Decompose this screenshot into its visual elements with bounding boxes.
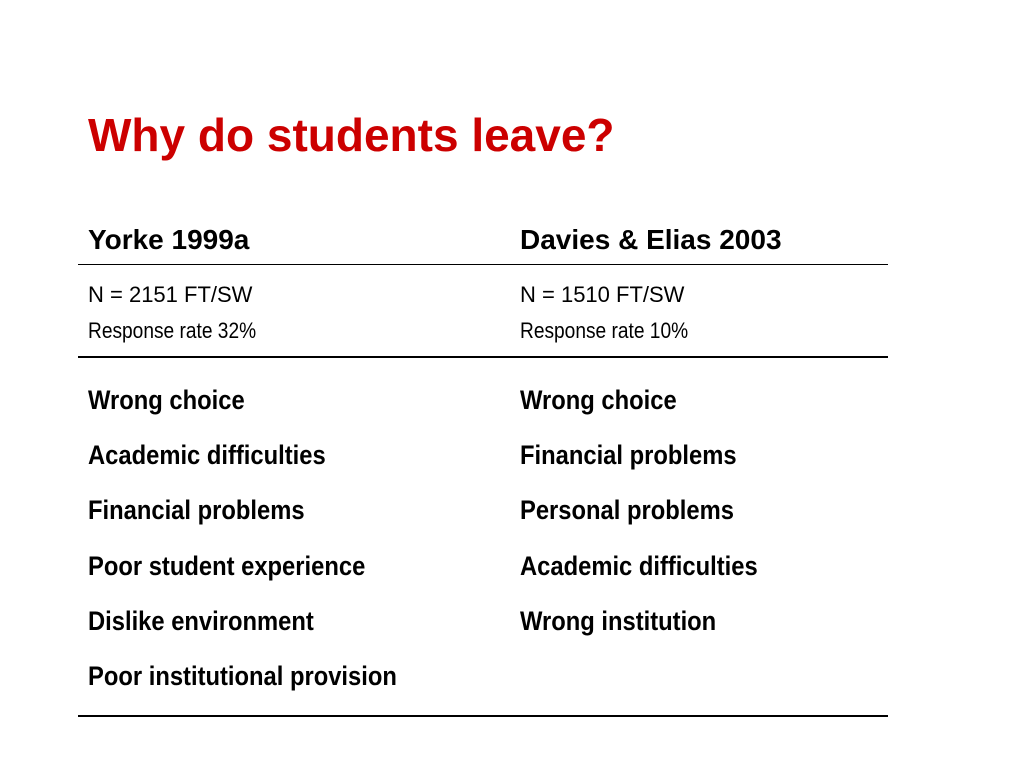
reason-item-yorke: Wrong choice bbox=[88, 385, 245, 415]
reason-item-davies-elias: Personal problems bbox=[520, 495, 734, 525]
response-rate-davies-elias: Response rate 10% bbox=[520, 318, 689, 343]
bottom-divider bbox=[78, 715, 888, 717]
column-heading-yorke: Yorke 1999a bbox=[88, 224, 250, 255]
reason-item-yorke: Financial problems bbox=[88, 495, 305, 525]
meta-divider bbox=[78, 356, 888, 358]
reason-item-yorke: Poor student experience bbox=[88, 551, 366, 581]
reason-item-yorke: Dislike environment bbox=[88, 606, 314, 636]
slide-title: Why do students leave? bbox=[88, 109, 615, 161]
sample-size-davies-elias: N = 1510 FT/SW bbox=[520, 282, 685, 307]
header-divider bbox=[78, 264, 888, 265]
column-heading-davies-elias: Davies & Elias 2003 bbox=[520, 224, 782, 255]
reason-item-davies-elias: Financial problems bbox=[520, 440, 737, 470]
reason-item-yorke: Academic difficulties bbox=[88, 440, 326, 470]
reason-item-davies-elias: Wrong choice bbox=[520, 385, 677, 415]
reason-item-yorke: Poor institutional provision bbox=[88, 661, 397, 691]
response-rate-yorke: Response rate 32% bbox=[88, 318, 257, 343]
reason-item-davies-elias: Wrong institution bbox=[520, 606, 717, 636]
sample-size-yorke: N = 2151 FT/SW bbox=[88, 282, 253, 307]
reason-item-davies-elias: Academic difficulties bbox=[520, 551, 758, 581]
